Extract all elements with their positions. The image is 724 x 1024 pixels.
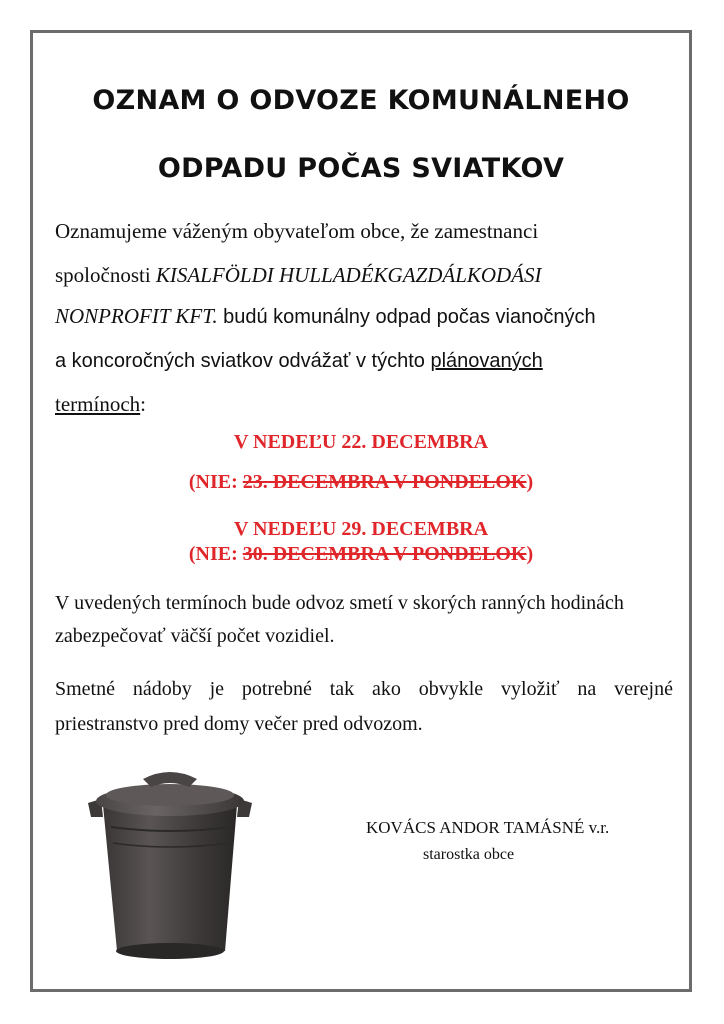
title-line-2: ODPADU POČAS SVIATKOV [157, 153, 565, 184]
company-suffix: NONPROFIT KFT. [55, 304, 218, 328]
intro-line-4-text: a koncoročných sviatkov odvážať v týchto [55, 350, 431, 372]
title-line-1: OZNAM O ODVOZE KOMUNÁLNEHO [92, 85, 630, 116]
signature-role: starostka obce [423, 846, 515, 863]
planned-word: plánovaných [430, 350, 543, 372]
date-2-main: V NEDEĽU 29. DECEMBRA [233, 518, 489, 540]
colon: : [140, 392, 146, 416]
date-2-not-prefix: (NIE: [188, 543, 243, 565]
para3-line-2: priestranstvo pred domy večer pred odvozom. [55, 713, 423, 735]
intro-line-3 [55, 303, 596, 330]
para3-line-1: Smetné nádoby je potrebné tak ako obvykle vyložiť na verejné [55, 678, 673, 700]
date-1-not [30, 471, 692, 494]
para2-line-2: zabezpečovať väčší počet vozidiel. [55, 625, 335, 647]
intro-line-2 [55, 262, 542, 288]
date-1-not-suffix: ) [526, 471, 534, 493]
intro-line-4 [55, 348, 543, 374]
date-1-not-struck: 23. DECEMBRA V PONDELOK [242, 471, 527, 493]
intro-line-1: Oznamujeme váženým obyvateľom obce, že zamestnanci [55, 219, 539, 243]
date-1-main: V NEDEĽU 22. DECEMBRA [233, 431, 489, 453]
intro-line-2-text: spoločnosti [55, 263, 156, 287]
intro-line-3-text: budú komunálny odpad počas vianočných [217, 306, 596, 328]
company-name: KISALFÖLDI HULLADÉKGAZDÁLKODÁSI [155, 263, 542, 287]
trash-bin-icon [85, 765, 255, 970]
date-1-not-prefix: (NIE: [188, 471, 243, 493]
terms-word: termínoch [55, 392, 141, 416]
para2-line-1: V uvedených termínoch bude odvoz smetí v skorých ranných hodinách [55, 592, 624, 614]
intro-line-5 [55, 391, 146, 417]
date-2-not [30, 543, 692, 566]
date-2-not-struck: 30. DECEMBRA V PONDELOK [242, 543, 527, 565]
date-2-not-suffix: ) [526, 543, 534, 565]
signature-name: KOVÁCS ANDOR TAMÁSNÉ v.r. [366, 818, 610, 837]
